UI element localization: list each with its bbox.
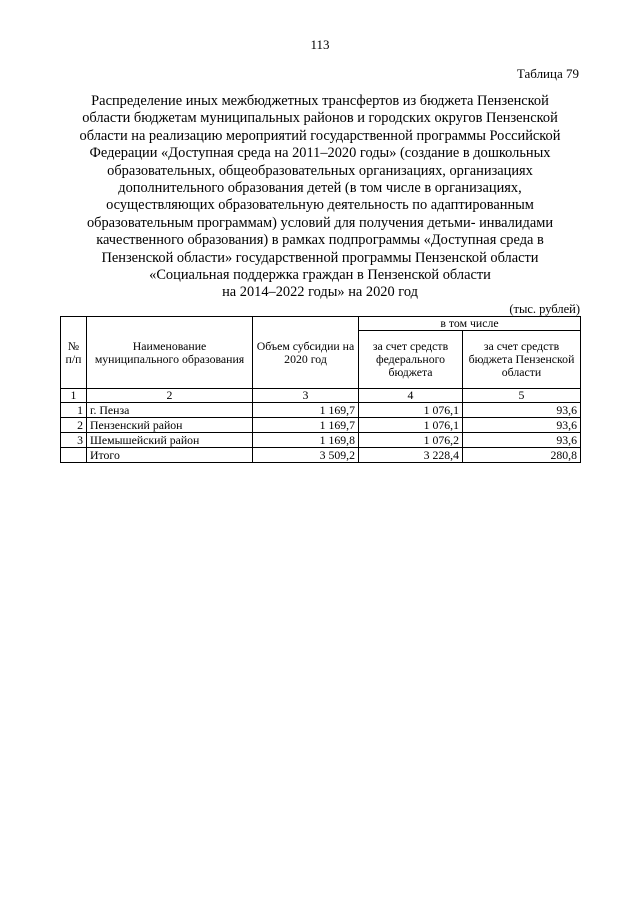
title-line: качественного образования) в рамках подпрограммы «Доступная среда в (96, 232, 544, 249)
total-name: Итого (87, 448, 253, 463)
title-line: области на реализацию мероприятий государственной программы Российской (79, 127, 561, 144)
title-line: «Социальная поддержка граждан в Пензенской области (149, 267, 491, 284)
row-total: 1 169,7 (253, 403, 359, 418)
title-line: образовательным программам) условий для получения детьми- инвалидами (86, 214, 554, 231)
total-regional: 280,8 (463, 448, 581, 463)
table-number: Таблица 79 (516, 66, 579, 81)
table-row (61, 418, 581, 433)
table-row (61, 403, 581, 418)
total-total: 3 509,2 (253, 448, 359, 463)
row-federal: 1 076,1 (359, 418, 463, 433)
row-name: Шемышейский район (87, 433, 253, 448)
header-total: Объем субсидии на 2020 год (253, 317, 359, 389)
title-line: дополнительного образования детей (в том числе в организациях, (118, 180, 522, 197)
title-line: Федерации «Доступная среда на 2011–2020 годы» (создание в дошкольных (89, 145, 551, 162)
column-number: 5 (463, 389, 581, 403)
header-num: № п/п (61, 317, 87, 389)
title-line: образовательных, общеобразовательных организациях, организациях (107, 162, 533, 179)
title-line: осуществляющих образовательную деятельность по адаптированным (106, 197, 534, 214)
total-row (61, 448, 581, 463)
column-number: 3 (253, 389, 359, 403)
row-name: Пензенский район (87, 418, 253, 433)
units-label: (тыс. рублей) (509, 302, 580, 316)
row-federal: 1 076,2 (359, 433, 463, 448)
column-number: 2 (87, 389, 253, 403)
row-regional: 93,6 (463, 418, 581, 433)
total-federal: 3 228,4 (359, 448, 463, 463)
header-name: Наименование муниципального образования (87, 317, 253, 389)
row-num: 2 (61, 418, 87, 433)
title-line: на 2014–2022 годы» на 2020 год (222, 284, 418, 301)
title-line: Пензенской области» государственной программы Пензенской области (101, 249, 539, 266)
page-number: 113 (310, 37, 330, 52)
header-regional: за счет средств бюджета Пензенской области (463, 331, 581, 389)
title-line: Распределение иных межбюджетных трансфертов из бюджета Пензенской (91, 93, 549, 109)
row-total: 1 169,8 (253, 433, 359, 448)
document-title (60, 93, 580, 302)
total-num (61, 448, 87, 463)
column-number: 4 (359, 389, 463, 403)
row-regional: 93,6 (463, 433, 581, 448)
row-total: 1 169,7 (253, 418, 359, 433)
header-federal: за счет средств федерального бюджета (359, 331, 463, 389)
column-number: 1 (61, 389, 87, 403)
row-federal: 1 076,1 (359, 403, 463, 418)
row-regional: 93,6 (463, 403, 581, 418)
title-line: области бюджетам муниципальных районов и городских округов Пензенской (82, 110, 558, 127)
row-name: г. Пенза (87, 403, 253, 418)
row-num: 1 (61, 403, 87, 418)
column-number-row (61, 389, 581, 403)
table-row (61, 433, 581, 448)
row-num: 3 (61, 433, 87, 448)
header-including: в том числе (359, 317, 581, 331)
allocation-table (60, 316, 581, 463)
